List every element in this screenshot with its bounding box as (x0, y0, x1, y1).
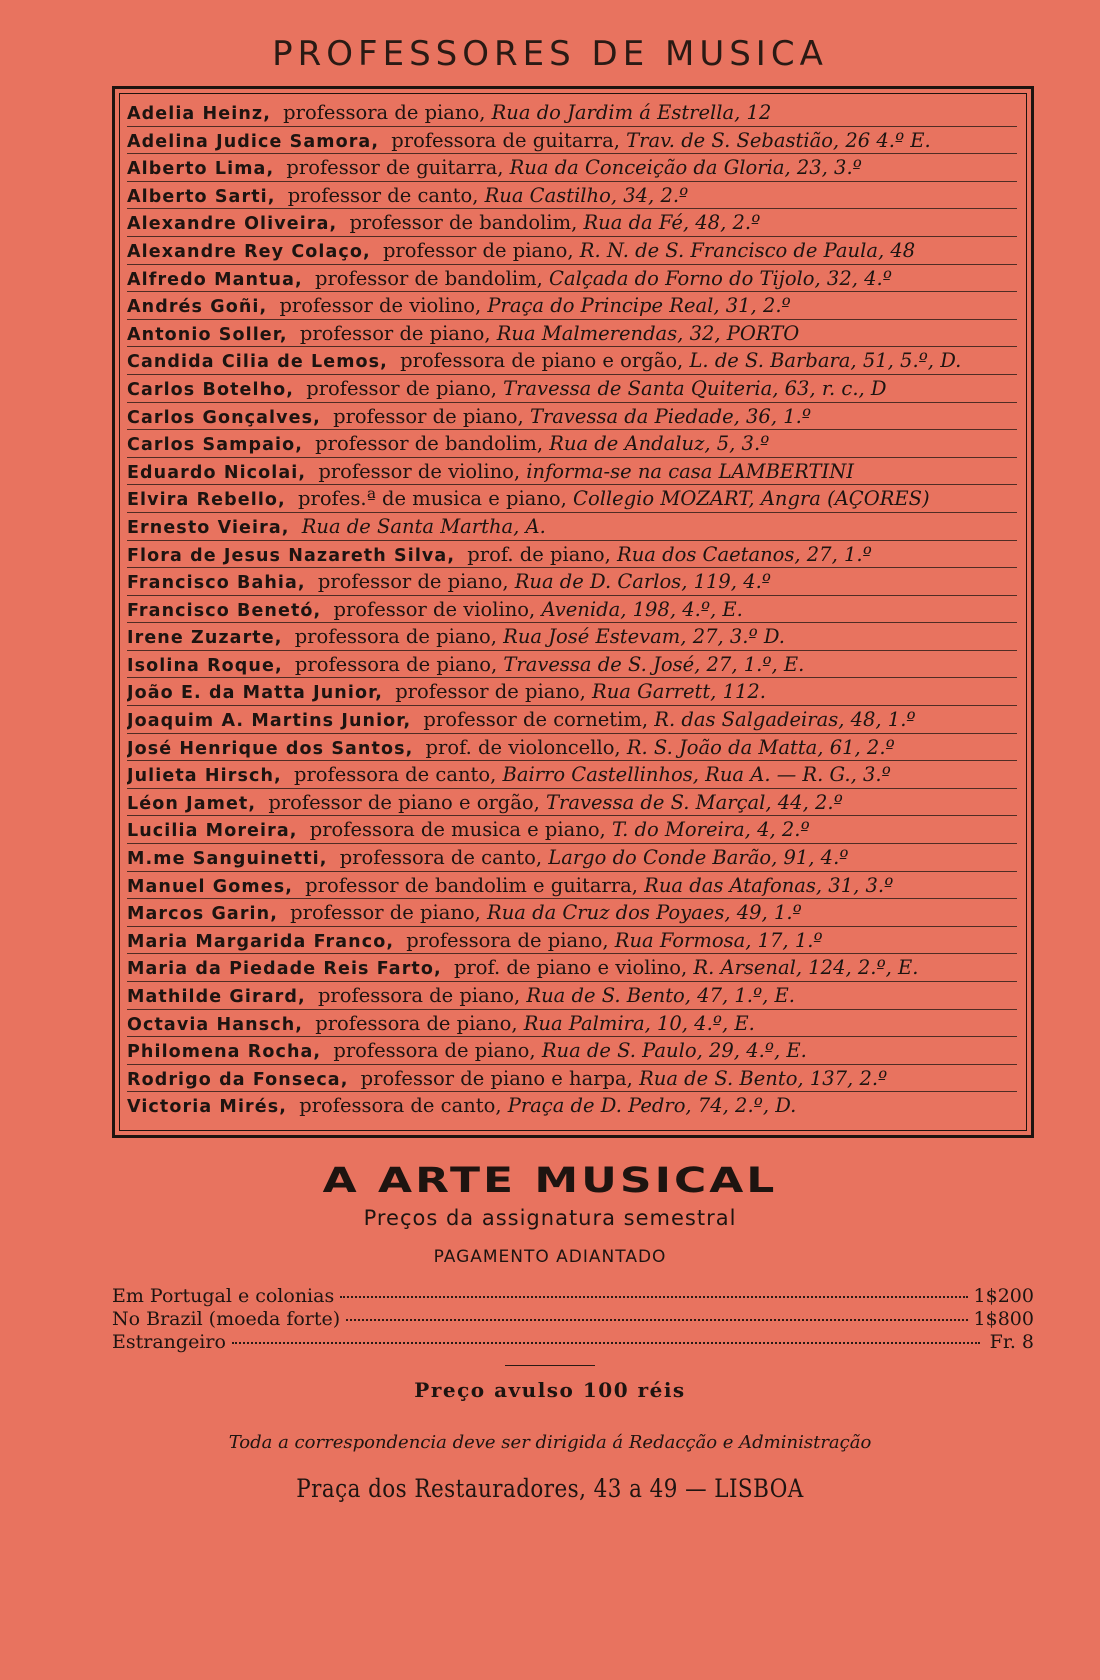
entry-description: professor de violino, (279, 294, 482, 318)
entry-address: Rua Formosa, 17, 1.º (614, 928, 823, 952)
entry-description: prof. de piano, (467, 542, 611, 566)
entry-name: Adelina Judice Samora, (127, 131, 380, 152)
entry-address: R. das Salgadeiras, 48, 1.º (654, 708, 916, 732)
entry-name: Maria da Piedade Reis Farto, (127, 959, 442, 980)
single-issue-price: Preço avulso 100 réis (414, 1378, 686, 1402)
entry-name: Julieta Hirsch, (127, 766, 282, 787)
entry-description: professor de bandolim e guitarra, (305, 873, 638, 897)
list-item (127, 706, 1017, 734)
entry-name: Francisco Bahia, (127, 573, 306, 594)
entry-name: João E. da Matta Junior, (127, 683, 383, 704)
entry-description: professora de canto, (299, 1094, 502, 1118)
entry-name: Antonio Soller, (127, 324, 288, 345)
entry-address: Travessa de S. Marçal, 44, 2.º (546, 790, 843, 814)
entry-address: Travessa de Santa Quiteria, 63, r. c., D (503, 376, 887, 400)
entry-name: Alberto Lima, (127, 159, 275, 180)
entry-address: Rua Castilho, 34, 2.º (484, 183, 689, 207)
entry-address: Calçada do Forno do Tijolo, 32, 4.º (549, 266, 892, 290)
entry-address: Largo do Conde Barão, 91, 4.º (548, 846, 849, 870)
list-item (127, 541, 1017, 569)
directory-list (127, 99, 1017, 1120)
entry-description: profes.ª de musica e piano, (298, 487, 567, 511)
entry-description: professor de piano e orgão, (268, 790, 540, 814)
dot-leader (340, 1296, 967, 1298)
entry-name: Isolina Roque, (127, 655, 283, 676)
entry-description: professor de piano, (299, 321, 491, 345)
subscription-subtitle: Preços da assignatura semestral (363, 1206, 737, 1230)
entry-address: R. S. João da Matta, 61, 2.º (626, 735, 895, 759)
list-item (127, 375, 1017, 403)
list-item (127, 1037, 1017, 1065)
list-item (127, 209, 1017, 237)
list-item (127, 623, 1017, 651)
list-item (127, 320, 1017, 348)
dot-leader (232, 1342, 980, 1344)
list-item (127, 99, 1017, 127)
entry-name: Philomena Rocha, (127, 1042, 322, 1063)
entry-name: Joaquim A. Martins Junior, (127, 711, 412, 732)
price-row (112, 1285, 1034, 1308)
entry-name: Ernesto Vieira, (127, 517, 290, 538)
entry-address: Rua de S. Paulo, 29, 4.º, E. (541, 1039, 807, 1063)
entry-address: Rua de D. Carlos, 119, 4.º (514, 570, 771, 594)
entry-description: professor de piano, (317, 570, 509, 594)
list-item (127, 347, 1017, 375)
list-item (127, 403, 1017, 431)
entry-description: professora de piano, (333, 1039, 536, 1063)
entry-description: professora de piano, (294, 652, 498, 676)
entry-description: professor de piano, (290, 901, 481, 925)
entry-description: prof. de violoncello, (425, 735, 621, 759)
entry-name: Francisco Benetó, (127, 600, 322, 621)
entry-address: L. de S. Barbara, 51, 5.º, D. (689, 349, 962, 373)
entry-name: Carlos Botelho, (127, 379, 295, 400)
list-item (127, 651, 1017, 679)
list-item (127, 513, 1017, 541)
list-item (127, 292, 1017, 320)
entry-name: Manuel Gomes, (127, 876, 293, 897)
entry-description: professor de piano, (395, 680, 586, 704)
entry-name: Carlos Gonçalves, (127, 407, 321, 428)
entry-description: prof. de piano e violino, (453, 956, 688, 980)
list-item (127, 872, 1017, 900)
list-item (127, 678, 1017, 706)
entry-address: Rua do Jardim á Estrella, 12 (491, 101, 772, 124)
correspondence-note: Toda a correspondencia deve ser dirigida á Redacção e Administração (228, 1432, 872, 1453)
entry-address: Rua de Santa Martha, A. (301, 514, 546, 538)
list-item (127, 182, 1017, 210)
entry-name: Léon Jamet, (127, 793, 257, 814)
entry-name: Candida Cilia de Lemos, (127, 352, 388, 373)
list-item (127, 1010, 1017, 1038)
entry-description: professor de bandolim, (314, 266, 543, 290)
entry-address: Rua da Conceição da Gloria, 23, 3.º (509, 156, 862, 180)
list-item (127, 844, 1017, 872)
list-item (127, 458, 1017, 486)
entry-address: Rua da Fé, 48, 2.º (583, 211, 761, 235)
entry-name: Alexandre Rey Colaço, (127, 241, 371, 262)
entry-address: Praça de D. Pedro, 74, 2.º, D. (507, 1094, 797, 1118)
entry-description: professor de guitarra, (286, 156, 504, 180)
entry-name: José Henrique dos Santos, (127, 738, 414, 759)
entry-name: Elvira Rebello, (127, 490, 286, 511)
list-item (127, 568, 1017, 596)
entry-description: professora de piano, (317, 984, 521, 1007)
divider (505, 1365, 595, 1366)
entry-address: R. Arsenal, 124, 2.º, E. (693, 956, 919, 980)
entry-description: professora de canto, (293, 763, 497, 787)
entry-address: Rua Garrett, 112. (592, 680, 766, 704)
entry-description: professora de piano, (294, 625, 497, 649)
page-title: PROFESSORES DE MUSICA (272, 34, 828, 74)
list-item (127, 927, 1017, 955)
price-value: 1$200 (973, 1285, 1034, 1307)
entry-address: Travessa de S. José, 27, 1.º, E. (503, 652, 805, 676)
entry-address: R. N. de S. Francisco de Paula, 48 (579, 238, 916, 262)
list-item (127, 789, 1017, 817)
entry-name: Eduardo Nicolai, (127, 462, 307, 483)
entry-address: Rua Palmira, 10, 4.º, E. (523, 1011, 755, 1035)
price-label: Em Portugal e colonias (112, 1285, 335, 1307)
list-item (127, 430, 1017, 458)
entry-description: professora de musica e piano, (309, 818, 606, 842)
entry-description: professor de piano, (382, 238, 574, 262)
entry-description: professor de piano, (333, 404, 524, 428)
entry-address: Avenida, 198, 4.º, E. (541, 597, 743, 621)
entry-address: Rua da Cruz dos Poyaes, 49, 1.º (487, 901, 802, 925)
entry-name: Mathilde Girard, (127, 987, 306, 1007)
dot-leader (346, 1319, 967, 1321)
entry-name: Marcos Garin, (127, 904, 278, 925)
entry-address: Praça do Principe Real, 31, 2.º (487, 294, 791, 318)
entry-name: Victoria Mirés, (127, 1097, 288, 1118)
list-item (127, 596, 1017, 624)
entry-name: Irene Zuzarte, (127, 628, 283, 649)
entry-address: Rua dos Caetanos, 27, 1.º (617, 542, 872, 566)
entry-description: professor de canto, (287, 183, 479, 207)
entry-description: professor de cornetim, (423, 708, 649, 732)
entry-description: professora de piano, (406, 928, 609, 952)
list-item (127, 237, 1017, 265)
list-item (127, 265, 1017, 293)
entry-description: professor de bandolim, (349, 211, 578, 235)
entry-address: T. do Moreira, 4, 2.º (611, 818, 810, 842)
list-item (127, 734, 1017, 762)
entry-description: professora de canto, (339, 846, 543, 870)
entry-description: professora de piano, (283, 101, 486, 124)
list-item (127, 154, 1017, 182)
list-item (127, 1092, 1017, 1120)
entry-name: Andrés Goñi, (127, 297, 268, 318)
payment-note: PAGAMENTO ADIANTADO (433, 1247, 667, 1267)
entry-address: Travessa da Piedade, 36, 1.º (529, 404, 812, 428)
price-value: 1$800 (973, 1308, 1034, 1330)
directory-frame (112, 86, 1034, 1138)
entry-name: M.me Sanguinetti, (127, 849, 328, 870)
masthead-title: A ARTE MUSICAL (322, 1160, 778, 1201)
entry-name: Alberto Sarti, (127, 186, 276, 207)
list-item (127, 485, 1017, 513)
entry-description: professor de violino, (333, 597, 536, 621)
list-item (127, 954, 1017, 982)
list-item (127, 1065, 1017, 1093)
entry-description: professor de violino, (318, 459, 521, 483)
entry-description: professor de piano e harpa, (360, 1066, 633, 1090)
entry-name: Octavia Hansch, (127, 1014, 304, 1035)
entry-name: Maria Margarida Franco, (127, 931, 395, 952)
price-row (112, 1331, 1034, 1354)
entry-address: Rua de S. Bento, 47, 1.º, E. (526, 984, 795, 1007)
list-item (127, 127, 1017, 155)
entry-description: professora de piano e orgão, (400, 349, 684, 373)
entry-address: Rua José Estevam, 27, 3.º D. (503, 625, 786, 649)
list-item (127, 899, 1017, 927)
entry-name: Carlos Sampaio, (127, 435, 303, 456)
entry-description: professor de bandolim, (315, 432, 544, 456)
price-label: No Brazil (moeda forte) (112, 1308, 341, 1330)
entry-name: Alexandre Oliveira, (127, 214, 338, 235)
entry-address: Rua de Andaluz, 5, 3.º (549, 432, 770, 456)
entry-address: Collegio MOZART, Angra (AÇORES) (573, 487, 930, 511)
entry-address: Rua Malmerendas, 32, PORTO (496, 321, 800, 345)
list-item (127, 982, 1017, 1010)
entry-name: Lucilia Moreira, (127, 821, 298, 842)
entry-description: professora de guitarra, (391, 128, 620, 152)
entry-description: professora de piano, (315, 1011, 518, 1035)
entry-address: Trav. de S. Sebastião, 26 4.º E. (626, 128, 931, 152)
entry-address: Rua das Atafonas, 31, 3.º (644, 873, 894, 897)
entry-address: Bairro Castellinhos, Rua A. — R. G., 3.º (502, 763, 891, 787)
entry-address: Rua de S. Bento, 137, 2.º (639, 1066, 888, 1090)
price-value: Fr. 8 (989, 1331, 1034, 1353)
entry-name: Rodrigo da Fonseca, (127, 1069, 349, 1090)
publisher-address: Praça dos Restauradores, 43 a 49 — LISBOA (296, 1474, 804, 1503)
entry-address: informa-se na casa LAMBERTINI (526, 459, 854, 483)
entry-description: professor de piano, (306, 376, 497, 400)
entry-name: Alfredo Mantua, (127, 269, 303, 290)
entry-name: Adelia Heinz, (127, 104, 271, 124)
price-label: Estrangeiro (112, 1331, 226, 1353)
entry-name: Flora de Jesus Nazareth Silva, (127, 545, 456, 566)
price-list (112, 1285, 1034, 1354)
price-row (112, 1308, 1034, 1331)
list-item (127, 761, 1017, 789)
list-item (127, 816, 1017, 844)
